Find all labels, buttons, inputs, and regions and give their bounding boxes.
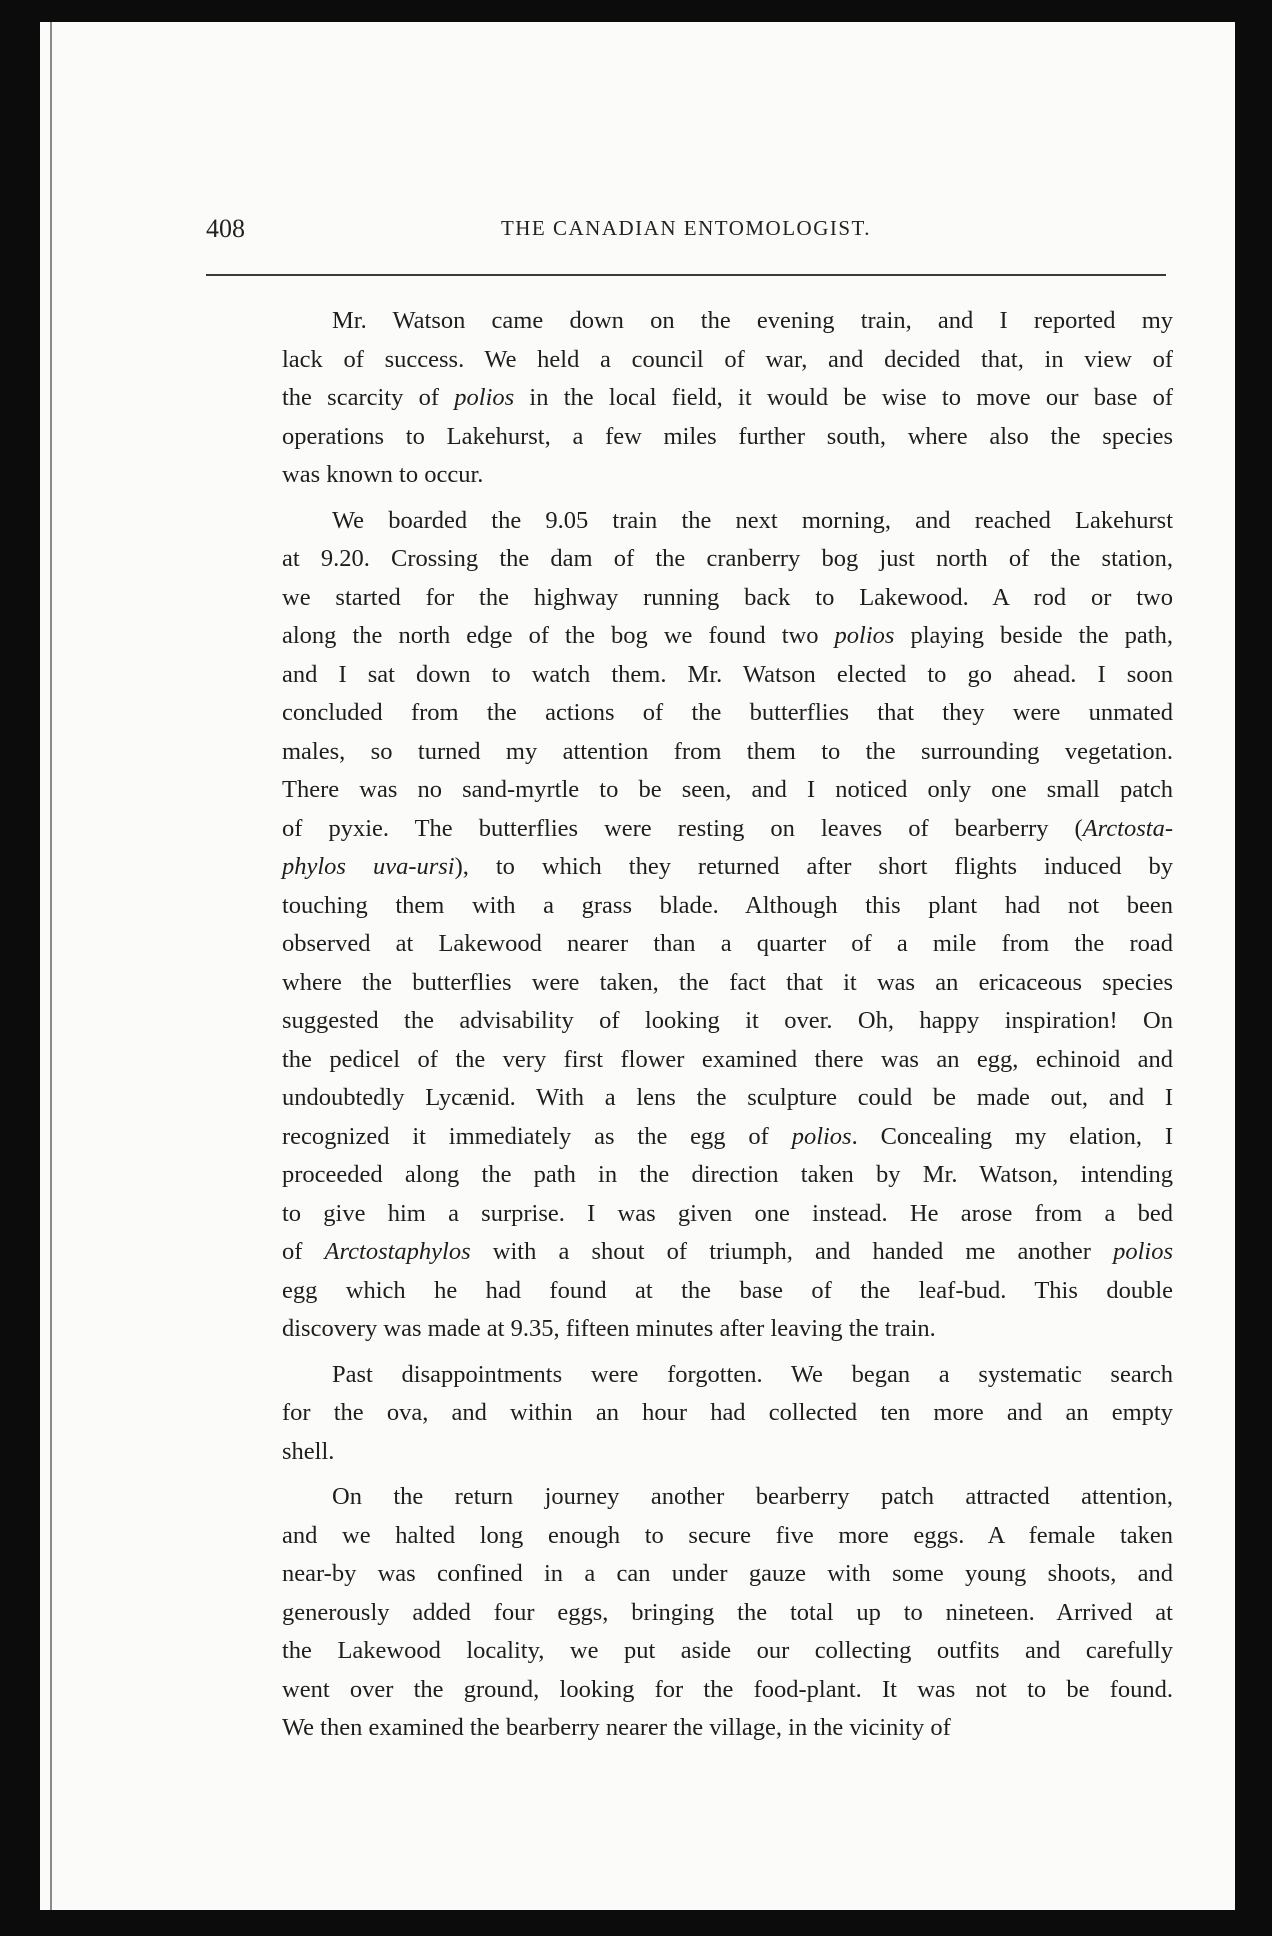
text-line: near-by was confined in a can under gauze with some young shoots, and (282, 1560, 1173, 1587)
text-line: lack of success. We held a council of war, and decided that, in view of (282, 345, 1173, 373)
header-rule (206, 274, 1166, 276)
paragraph (238, 1356, 1173, 1472)
text-line: and I sat down to watch them. Mr. Watson elected to go ahead. I soon (282, 660, 1173, 688)
page-header (206, 212, 1166, 252)
text-line: where the butterflies were taken, the fact that it was an ericaceous species (282, 968, 1173, 996)
text-line: We then examined the bearberry nearer the village, in the vicinity of (282, 1714, 951, 1741)
text-line: for the ova, and within an hour had collected ten more and an empty (282, 1399, 1173, 1426)
text-line: touching them with a grass blade. Although this plant had not been (282, 891, 1173, 919)
text-line: egg which he had found at the base of the leaf-bud. This double (282, 1276, 1173, 1304)
text-line: to give him a surprise. I was given one instead. He arose from a bed (282, 1199, 1173, 1227)
text-line: males, so turned my attention from them to the surrounding vegetation. (282, 737, 1173, 765)
text-line: along the north edge of the bog we found two polios playing beside the path, (282, 622, 1173, 649)
text-line: undoubtedly Lycænid. With a lens the sculpture could be made out, and I (282, 1084, 1173, 1111)
text-line: We boarded the 9.05 train the next morning, and reached Lakehurst (332, 506, 1173, 534)
text-line: operations to Lakehurst, a few miles further south, where also the species (282, 422, 1173, 450)
paragraph (238, 502, 1173, 1349)
text-line: of Arctostaphylos with a shout of triumph, and handed me another polios (282, 1238, 1173, 1265)
article-body (238, 302, 1173, 1755)
running-title: THE CANADIAN ENTOMOLOGIST. (500, 216, 872, 240)
text-line: On the return journey another bearberry patch attracted attention, (332, 1483, 1173, 1510)
text-line: the scarcity of polios in the local field, it would be wise to move our base of (282, 384, 1173, 411)
text-line: suggested the advisability of looking it over. Oh, happy inspiration! On (282, 1007, 1173, 1034)
text-line: went over the ground, looking for the food-plant. It was not to be found. (282, 1675, 1173, 1703)
text-line: There was no sand-myrtle to be seen, and I noticed only one small patch (282, 776, 1173, 803)
text-line: we started for the highway running back to Lakewood. A rod or two (282, 583, 1173, 611)
text-line: recognized it immediately as the egg of polios. Concealing my elation, I (282, 1122, 1173, 1150)
text-line: shell. (282, 1437, 335, 1465)
scanned-page (40, 22, 1235, 1910)
text-line: and we halted long enough to secure five more eggs. A female taken (282, 1521, 1173, 1549)
text-line: of pyxie. The butterflies were resting on leaves of bearberry (Arctosta- (282, 814, 1173, 842)
text-line: observed at Lakewood nearer than a quarter of a mile from the road (282, 930, 1173, 957)
text-line: phylos uva-ursi), to which they returned after short flights induced by (282, 853, 1173, 880)
text-line: Mr. Watson came down on the evening train, and I reported my (332, 307, 1173, 334)
page-number: 408 (206, 214, 245, 243)
text-line: generously added four eggs, bringing the total up to nineteen. Arrived at (282, 1598, 1173, 1626)
text-line: Past disappointments were forgotten. We began a systematic search (332, 1360, 1173, 1388)
text-line: the pedicel of the very first flower examined there was an egg, echinoid and (282, 1045, 1173, 1073)
text-line: proceeded along the path in the direction taken by Mr. Watson, intending (282, 1161, 1173, 1188)
text-line: at 9.20. Crossing the dam of the cranberry bog just north of the station, (282, 545, 1173, 572)
text-line: concluded from the actions of the butterflies that they were unmated (282, 699, 1173, 726)
paragraph (238, 1478, 1173, 1748)
paragraph (238, 302, 1173, 495)
page-edge-line (50, 22, 52, 1910)
text-line: the Lakewood locality, we put aside our collecting outfits and carefully (282, 1637, 1173, 1664)
text-line: discovery was made at 9.35, fifteen minutes after leaving the train. (282, 1315, 936, 1342)
text-line: was known to occur. (282, 461, 484, 488)
